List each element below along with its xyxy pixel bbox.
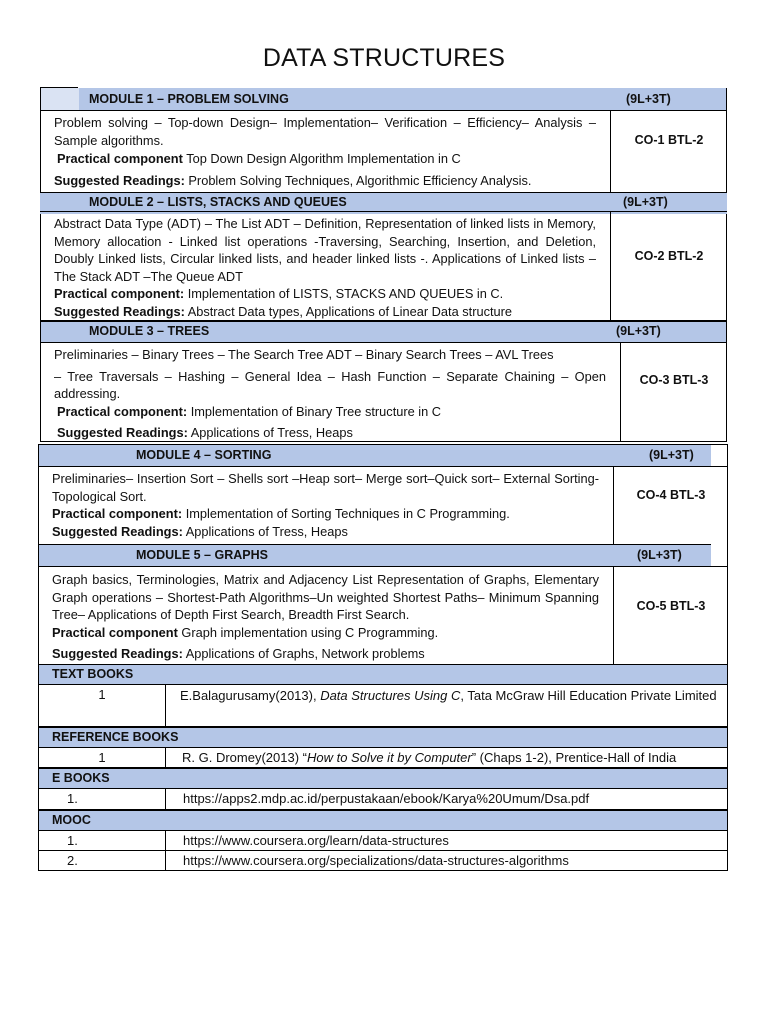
module-description bbox=[40, 212, 611, 321]
ebook-link[interactable]: https://apps2.mdp.ac.id/perpustakaan/ebook/Karya%20Umum/Dsa.pdf bbox=[183, 791, 590, 806]
practical-text: Implementation of LISTS, STACKS AND QUEUES in C. bbox=[184, 286, 504, 301]
module-4-header bbox=[39, 445, 711, 466]
readings-text: Abstract Data types, Applications of Linear Data structure bbox=[184, 303, 513, 319]
module-name: MODULE 3 – TREES bbox=[89, 324, 210, 338]
course-outcome: CO-2 BTL-2 bbox=[634, 249, 704, 263]
mooc-link[interactable]: https://www.coursera.org/learn/data-structures bbox=[183, 833, 449, 848]
module-name: MODULE 5 – GRAPHS bbox=[136, 548, 268, 562]
mooc-heading: MOOC bbox=[38, 810, 728, 831]
practical-label: Practical component bbox=[57, 151, 183, 166]
module-name: MODULE 4 – SORTING bbox=[136, 448, 272, 462]
list-item bbox=[38, 685, 728, 727]
module-description bbox=[38, 567, 614, 665]
module-4-body bbox=[38, 466, 728, 544]
module-5-body bbox=[38, 566, 728, 664]
module-topics: Graph basics, Terminologies, Matrix and Adjacency List Representation of Graphs, Elementary Graph operations – Shortest-Path Algorithms–Un weighted Shortest Paths– Minimum Spanning Tree– Applications of Depth First Search, Breadth First Search. bbox=[52, 572, 599, 622]
module-hours: (9L+3T) bbox=[623, 195, 668, 209]
module-3-header bbox=[41, 322, 726, 342]
course-outcome: CO-4 BTL-3 bbox=[636, 488, 706, 502]
module-3-body bbox=[40, 342, 727, 442]
module-2-body bbox=[40, 211, 727, 321]
module-topics: Preliminaries– Insertion Sort – Shells sort –Heap sort– Merge sort–Quick sort– External Sorting- Topological Sort. bbox=[52, 471, 599, 504]
readings-text: Applications of Graphs, Network problems bbox=[182, 646, 425, 661]
course-outcome: CO-1 BTL-2 bbox=[634, 133, 704, 147]
list-item bbox=[38, 789, 728, 810]
readings-text: Applications of Tress, Heaps bbox=[187, 425, 353, 440]
item-number: 1 bbox=[39, 685, 166, 726]
module-name: MODULE 2 – LISTS, STACKS AND QUEUES bbox=[89, 195, 347, 209]
module-description bbox=[38, 467, 614, 544]
module-description bbox=[40, 343, 621, 442]
e-books-heading: E BOOKS bbox=[38, 768, 728, 789]
item-number: 1 bbox=[39, 748, 166, 767]
practical-text: Implementation of Sorting Techniques in C Programming. bbox=[182, 506, 510, 521]
text-books-heading: TEXT BOOKS bbox=[38, 664, 728, 685]
module-topics-cont: – Tree Traversals – Hashing – General Idea – Hash Function – Separate Chaining – Open addressing. bbox=[54, 368, 606, 401]
item-number: 1. bbox=[39, 789, 166, 809]
readings-text: Applications of Tress, Heaps bbox=[182, 523, 348, 539]
module-topics: Problem solving – Top-down Design– Implementation– Verification – Efficiency– Analysis – Sample algorithms. bbox=[54, 115, 596, 148]
readings-label: Suggested Readings: bbox=[54, 303, 185, 319]
course-outcome: CO-5 BTL-3 bbox=[636, 599, 706, 613]
practical-label: Practical component: bbox=[57, 403, 188, 419]
mooc-link[interactable]: https://www.coursera.org/specializations/data-structures-algorithms bbox=[183, 853, 569, 868]
practical-text: Implementation of Binary Tree structure in C bbox=[187, 403, 442, 419]
module-topics: Abstract Data Type (ADT) – The List ADT – Definition, Representation of linked lists in Memory, Memory allocation - Linked list operations -Traversing, Searching, Insertion, and Deletion, Doubly Linked lists, Circular linked lists, and header linked lists -. Applications of Linked lists –The Stack ADT –The Queue ADT bbox=[54, 216, 596, 284]
readings-label: Suggested Readings: bbox=[52, 523, 183, 539]
book-citation: E.Balagurusamy(2013), Data Structures Using C, Tata McGraw Hill Education Private Limited bbox=[180, 688, 717, 703]
practical-text: Graph implementation using C Programming. bbox=[177, 624, 439, 640]
module-description bbox=[40, 111, 611, 192]
module-hours: (9L+3T) bbox=[637, 548, 682, 562]
practical-text: Top Down Design Algorithm Implementation in C bbox=[182, 151, 461, 166]
module-name: MODULE 1 – PROBLEM SOLVING bbox=[89, 92, 289, 106]
course-outcome: CO-3 BTL-3 bbox=[639, 373, 709, 387]
readings-label: Suggested Readings: bbox=[57, 425, 188, 440]
readings-text: Problem Solving Techniques, Algorithmic Efficiency Analysis. bbox=[184, 172, 532, 188]
list-item bbox=[38, 748, 728, 768]
module-5-header bbox=[39, 544, 711, 566]
module-hours: (9L+3T) bbox=[616, 324, 661, 338]
item-number: 2. bbox=[39, 851, 166, 870]
module-hours: (9L+3T) bbox=[626, 92, 671, 106]
practical-label: Practical component bbox=[52, 624, 178, 640]
module-topics: Preliminaries – Binary Trees – The Search Tree ADT – Binary Search Trees – AVL Trees bbox=[54, 347, 554, 362]
list-item bbox=[38, 851, 728, 871]
page-title: DATA STRUCTURES bbox=[262, 44, 506, 72]
item-number: 1. bbox=[39, 831, 166, 850]
practical-label: Practical component: bbox=[52, 506, 183, 521]
readings-label: Suggested Readings: bbox=[52, 646, 183, 661]
module-1-body bbox=[40, 110, 727, 192]
reference-books-heading: REFERENCE BOOKS bbox=[38, 727, 728, 748]
list-item bbox=[38, 831, 728, 851]
book-citation: R. G. Dromey(2013) “How to Solve it by Computer” (Chaps 1-2), Prentice-Hall of India bbox=[182, 750, 677, 765]
readings-label: Suggested Readings: bbox=[54, 172, 185, 188]
practical-label: Practical component: bbox=[54, 286, 185, 301]
module-hours: (9L+3T) bbox=[649, 448, 694, 462]
